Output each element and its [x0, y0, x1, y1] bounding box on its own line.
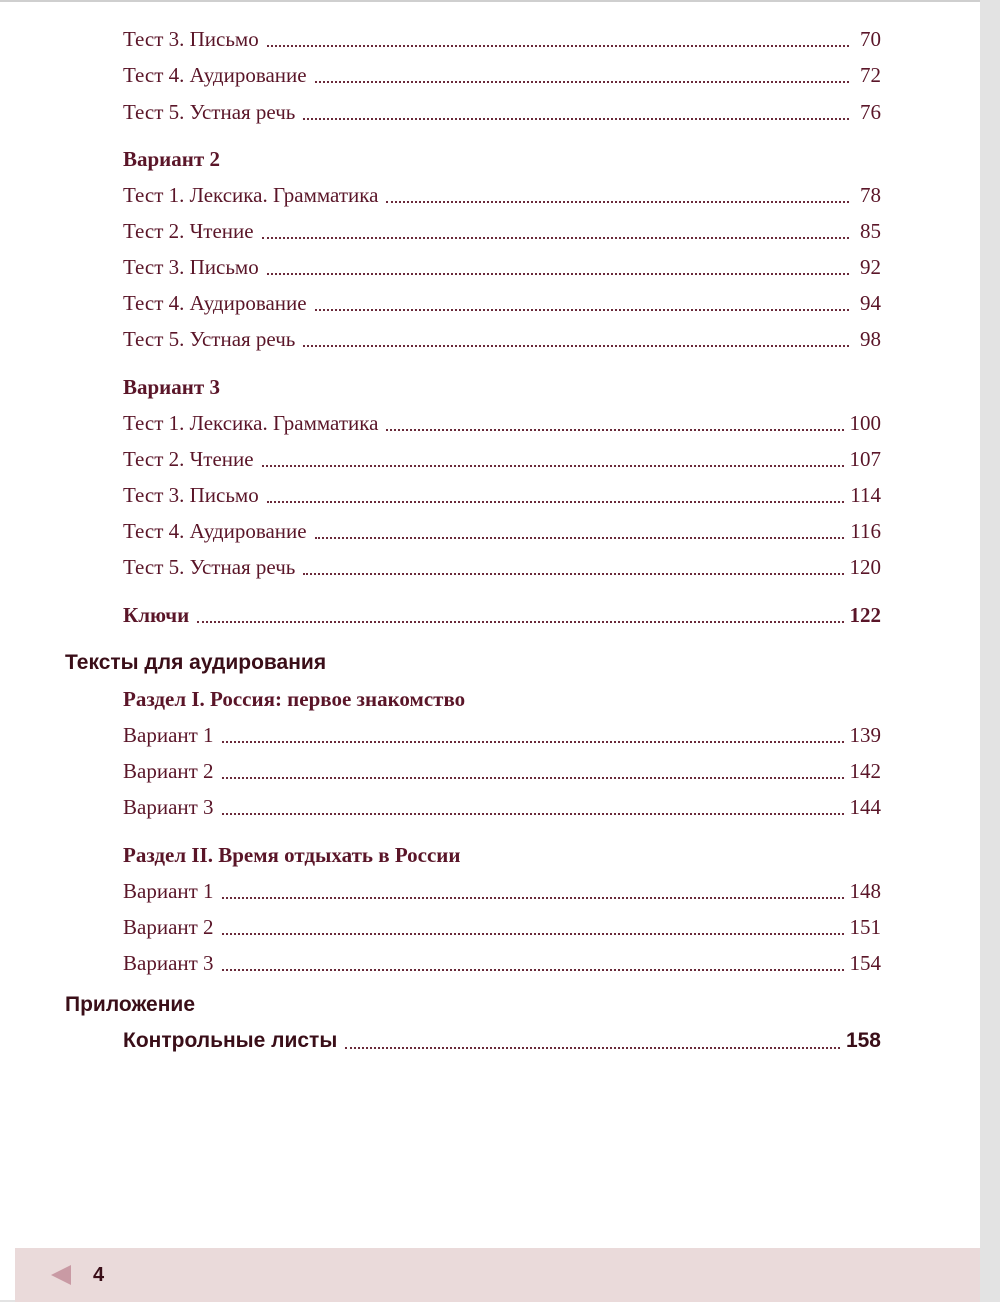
toc-entry[interactable] — [123, 792, 881, 822]
dot-leader — [303, 572, 843, 575]
dot-leader — [222, 812, 844, 815]
toc-entry-title: Тест 4. Аудирование — [123, 290, 307, 315]
toc-entry[interactable] — [123, 876, 881, 906]
page-number: 4 — [93, 1263, 105, 1286]
toc-entry-page: 139 — [849, 722, 881, 747]
appendix-heading: Приложение — [65, 993, 196, 1016]
toc-entry[interactable] — [123, 516, 881, 546]
toc-entry[interactable] — [123, 24, 881, 54]
toc-entry-keys[interactable] — [123, 600, 881, 630]
toc-entry-page: 114 — [850, 482, 881, 507]
toc-entry-page: 116 — [850, 518, 881, 543]
dot-leader — [345, 1046, 840, 1049]
toc-entry-page: 144 — [849, 794, 881, 819]
toc-entry-page: 120 — [849, 554, 881, 579]
toc-entry[interactable] — [123, 756, 881, 786]
dot-leader — [303, 344, 849, 347]
dot-leader — [262, 236, 849, 239]
dot-leader — [262, 464, 844, 467]
toc-entry[interactable] — [123, 324, 881, 354]
dot-leader — [315, 308, 849, 311]
variant-2-heading: Вариант 2 — [123, 146, 220, 171]
section-1-heading: Раздел I. Россия: первое знакомство — [123, 686, 466, 711]
toc-entry[interactable] — [123, 252, 881, 282]
toc-entry-title: Вариант 2 — [123, 758, 214, 783]
toc-entry[interactable] — [123, 552, 881, 582]
toc-entry-title: Тест 3. Письмо — [123, 482, 259, 507]
toc-entry-title: Тест 2. Чтение — [123, 446, 254, 471]
toc-entry-control-sheets[interactable] — [123, 1026, 881, 1056]
toc-entry-title: Тест 5. Устная речь — [123, 99, 296, 124]
toc-entry[interactable] — [123, 288, 881, 318]
toc-entry-page: 158 — [845, 1029, 881, 1052]
toc-entry-page: 70 — [860, 26, 881, 51]
toc-entry-title: Тест 2. Чтение — [123, 218, 254, 243]
toc-entry-page: 76 — [860, 99, 881, 124]
toc-entry-page: 142 — [849, 758, 881, 783]
toc-entry[interactable] — [123, 408, 881, 438]
toc-entry-title: Ключи — [123, 602, 190, 627]
toc-entry-page: 151 — [849, 914, 881, 939]
toc-entry-page: 85 — [860, 218, 881, 243]
toc-entry-page: 154 — [849, 950, 881, 975]
triangle-left-icon — [51, 1265, 71, 1285]
toc-entry-page: 107 — [849, 446, 881, 471]
dot-leader — [222, 968, 844, 971]
dot-leader — [267, 44, 849, 47]
toc-entry[interactable] — [123, 60, 881, 90]
dot-leader — [222, 740, 844, 743]
toc-entry-title: Тест 1. Лексика. Грамматика — [123, 182, 379, 207]
toc-entry-title: Тест 4. Аудирование — [123, 518, 307, 543]
toc-entry-page: 78 — [860, 182, 881, 207]
toc-entry-title: Тест 4. Аудирование — [123, 62, 307, 87]
toc-entry[interactable] — [123, 480, 881, 510]
toc-entry[interactable] — [123, 912, 881, 942]
dot-leader — [267, 500, 845, 503]
dot-leader — [315, 536, 845, 539]
dot-leader — [386, 200, 849, 203]
page-footer — [15, 1248, 980, 1302]
toc-entry-title: Тест 5. Устная речь — [123, 554, 296, 579]
toc-entry-page: 98 — [860, 326, 881, 351]
toc-entry-title: Тест 3. Письмо — [123, 26, 259, 51]
variant-3-heading: Вариант 3 — [123, 374, 220, 399]
dot-leader — [222, 932, 844, 935]
dot-leader — [303, 117, 849, 120]
section-2-heading: Раздел II. Время отдыхать в России — [123, 842, 461, 867]
toc-entry[interactable] — [123, 444, 881, 474]
toc-entry[interactable] — [123, 948, 881, 978]
dot-leader — [267, 272, 849, 275]
dot-leader — [197, 620, 843, 623]
toc-entry-title: Вариант 2 — [123, 914, 214, 939]
toc-entry-title: Тест 3. Письмо — [123, 254, 259, 279]
toc-entry-page: 148 — [849, 878, 881, 903]
toc-entry-page: 100 — [849, 410, 881, 435]
toc-entry-page: 94 — [860, 290, 881, 315]
toc-entry[interactable] — [123, 180, 881, 210]
toc-entry-page: 92 — [860, 254, 881, 279]
toc-entry[interactable] — [123, 97, 881, 127]
listening-texts-heading: Тексты для аудирования — [65, 651, 327, 674]
toc-entry-title: Вариант 1 — [123, 722, 214, 747]
toc-entry[interactable] — [123, 720, 881, 750]
dot-leader — [222, 776, 844, 779]
dot-leader — [315, 80, 849, 83]
toc-entry[interactable] — [123, 216, 881, 246]
toc-entry-title: Тест 1. Лексика. Грамматика — [123, 410, 379, 435]
toc-entry-page: 122 — [849, 602, 881, 627]
toc-entry-title: Контрольные листы — [123, 1029, 338, 1052]
toc-entry-title: Вариант 1 — [123, 878, 214, 903]
dot-leader — [386, 428, 843, 431]
toc-entry-title: Вариант 3 — [123, 950, 214, 975]
dot-leader — [222, 896, 844, 899]
toc-entry-title: Вариант 3 — [123, 794, 214, 819]
toc-entry-title: Тест 5. Устная речь — [123, 326, 296, 351]
toc-entry-page: 72 — [860, 62, 881, 87]
